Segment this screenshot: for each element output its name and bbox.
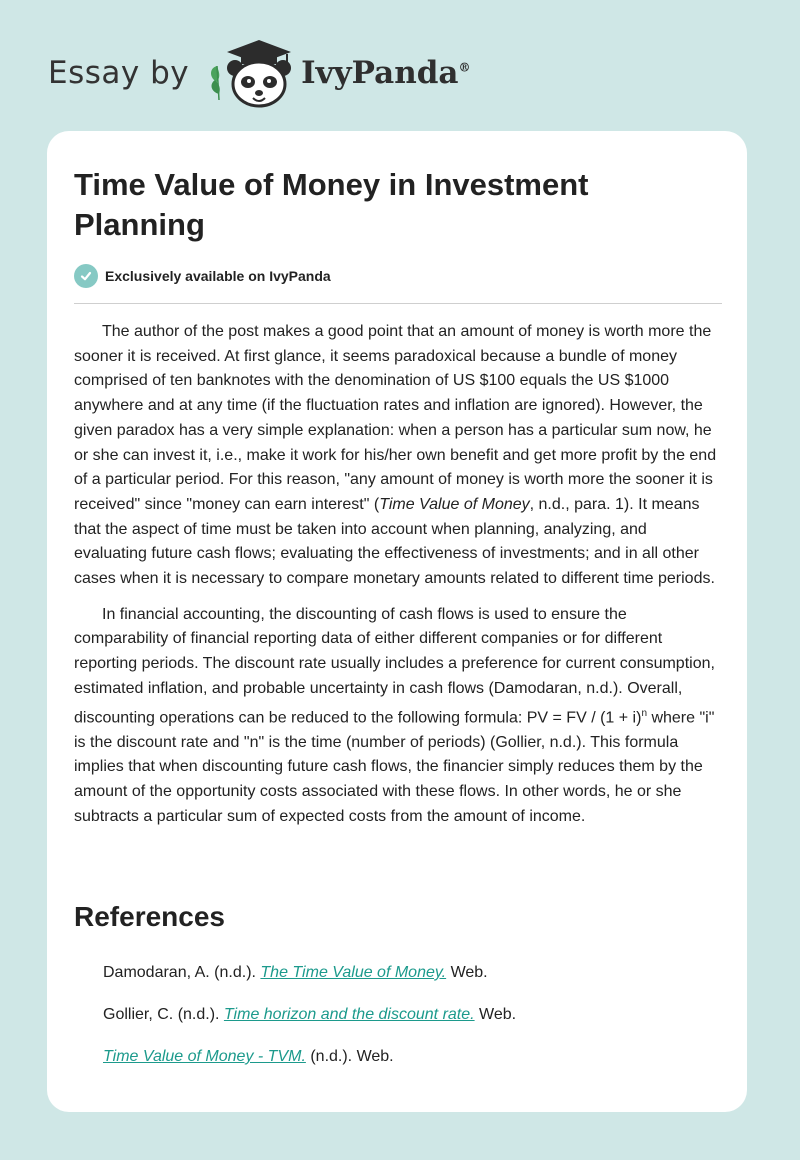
badge-text: Exclusively available on IvyPanda [105,268,331,284]
reference-item: Time Value of Money - TVM. (n.d.). Web. [103,1048,394,1065]
check-circle-icon [74,264,98,288]
panda-graduate-icon [203,38,299,108]
brand-name: IvyPanda® [301,55,471,91]
brand-prefix: Essay by [48,55,190,91]
references-list [103,962,703,1088]
paragraph-2: In financial accounting, the discounting of cash flows is used to ensure the comparability of financial reporting data of either different companies or for different reporting periods. The discount rate usually includes a preference for current consumption, estimated inflation, and probable uncertainty in cash flows (Damodaran, n.d.). Overall, discounting operations can be reduced to the following formula: PV = FV / $(1 + i)^n$ where "i" is the discount rate and "n" is the time (number of periods) (Gollier, n.d.). This formula implies that when discounting future cash flows, the financier simply reduces them by the amount of the opportunity costs associated with these flows. In other words, he or she subtracts a particular sum of expected costs from the amount of income. [74,605,715,825]
essay-body [74,320,722,840]
references-heading: References [74,901,225,932]
essay-card [47,131,747,1112]
reference-link[interactable]: Time Value of Money - TVM. [103,1048,306,1065]
reference-item: Gollier, C. (n.d.). Time horizon and the discount rate. Web. [103,1006,517,1023]
divider [74,303,722,304]
site-branding[interactable] [48,38,471,108]
reference-link[interactable]: Time horizon and the discount rate. [223,1006,475,1023]
reference-item: Damodaran, A. (n.d.). The Time Value of Money. Web. [103,964,488,981]
page-title: Time Value of Money in Investment Planning [74,167,589,242]
exclusive-badge [74,264,331,288]
paragraph-1: The author of the post makes a good point that an amount of money is worth more the sooner it is received. At first glance, it seems paradoxical because a bundle of money comprised of ten banknotes with the denomination of US $100 equals the US $1000 anywhere and at any time (if the fluctuation rates and inflation are ignored). However, the given paradox has a very simple explanation: when a person has a particular sum now, he or she can invest it, i.e., make it work for his/her own benefit and get more profit by the end of a particular period. For this reason, "any amount of money is worth more the sooner it is received" since "money can earn interest" (Time Value of Money, n.d., para. 1). It means that the aspect of time must be taken into account when planning, analyzing, and evaluating future cash flows; evaluating the effectiveness of investments; and in all other cases when it is necessary to compare monetary amounts related to different time periods. [74,323,717,588]
reference-link[interactable]: The Time Value of Money. [260,964,447,981]
